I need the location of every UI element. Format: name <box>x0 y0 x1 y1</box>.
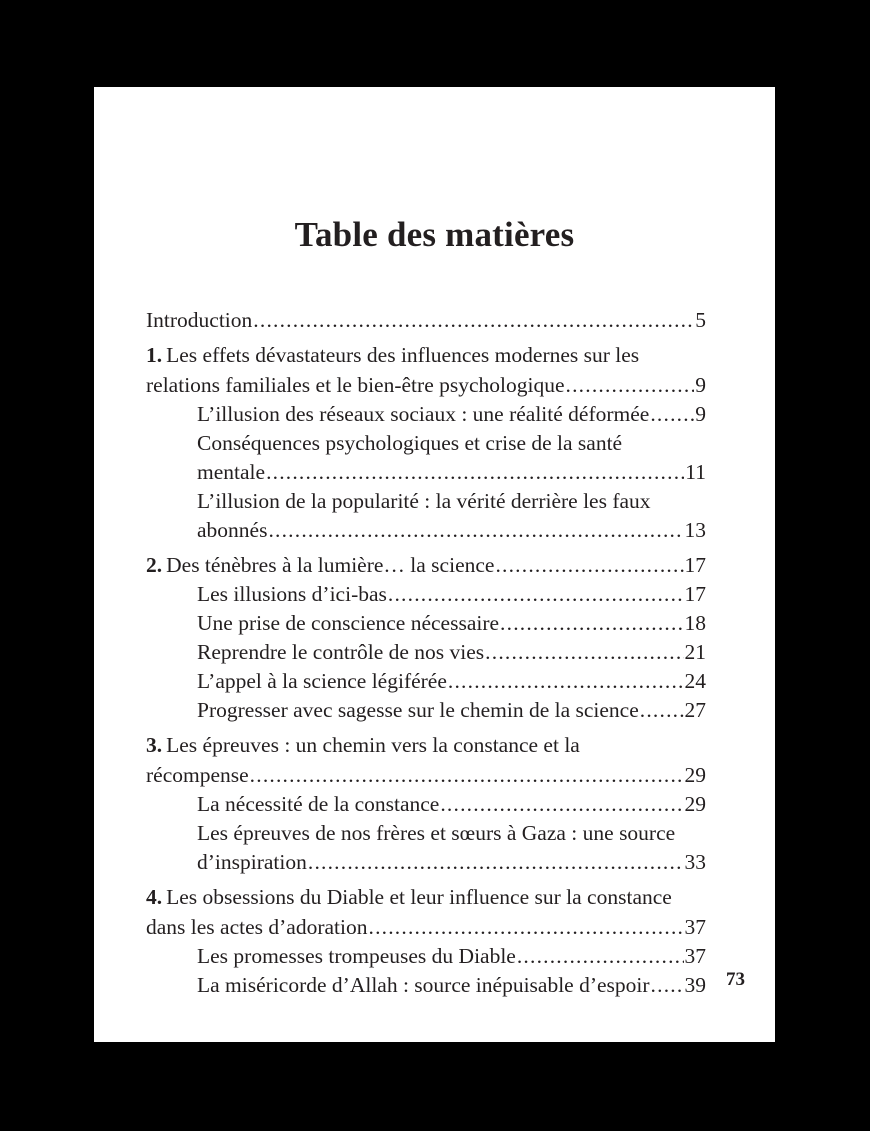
leader-dots <box>640 696 684 725</box>
toc-chapter-3: récompense ..... 29 <box>146 760 706 790</box>
leader-dots <box>250 760 684 790</box>
toc-section: mentale ..... 11 <box>146 458 706 487</box>
leader-dots <box>308 848 684 877</box>
toc-section-title: Les épreuves de nos frères et sœurs à Gaza : une source <box>197 821 676 845</box>
leader-dots <box>448 667 684 696</box>
toc-chapter-2: 2. Des ténèbres à la lumière… la science ..... 17 <box>146 550 706 580</box>
leader-dots <box>388 580 684 609</box>
toc-chapter-1: relations familiales et le bien-être psychologique ..... 9 <box>146 370 706 400</box>
toc-section: Progresser avec sagesse sur le chemin de la science ..... 27 <box>146 696 706 725</box>
toc-section: d’inspiration ..... 33 <box>146 848 706 877</box>
toc-section: La nécessité de la constance ..... 29 <box>146 790 706 819</box>
toc-section: L’illusion des réseaux sociaux : une réalité déformée ..... 9 <box>146 400 706 429</box>
leader-dots <box>369 912 684 942</box>
page-number: 9 <box>695 373 706 397</box>
toc-chapter-1-title: 1. Les effets dévastateurs des influences modernes sur les <box>146 343 640 367</box>
page-number: 29 <box>684 763 706 787</box>
toc-section: abonnés ..... 13 <box>146 516 706 545</box>
leader-dots <box>651 971 684 1000</box>
leader-dots <box>500 609 683 638</box>
toc-section: L’appel à la science légiférée ..... 24 <box>146 667 706 696</box>
toc-chapter-3-title: 3. Les épreuves : un chemin vers la constance et la <box>146 733 580 757</box>
toc-section: Reprendre le contrôle de nos vies ..... 21 <box>146 638 706 667</box>
toc-chapter-4-title: 4. Les obsessions du Diable et leur influence sur la constance <box>146 885 672 909</box>
page-number: 27 <box>684 698 706 722</box>
book-page <box>94 87 775 1042</box>
page-number: 37 <box>684 944 706 968</box>
toc-section: Les illusions d’ici-bas ..... 17 <box>146 580 706 609</box>
toc-section: Les promesses trompeuses du Diable ..... 37 <box>146 942 706 971</box>
toc-section: Une prise de conscience nécessaire ..... 18 <box>146 609 706 638</box>
page-number: 39 <box>684 973 706 997</box>
leader-dots <box>485 638 683 667</box>
toc-section-title: Conséquences psychologiques et crise de la santé <box>197 431 623 455</box>
page-number: 5 <box>695 308 706 332</box>
page-number: 37 <box>684 915 706 939</box>
leader-dots <box>268 516 683 545</box>
page-number: 33 <box>684 850 706 874</box>
page-number: 21 <box>684 640 706 664</box>
toc-entry-introduction: Introduction ..... 5 <box>146 305 706 335</box>
leader-dots <box>517 942 684 971</box>
leader-dots <box>495 550 683 580</box>
page-title: Table des matières <box>294 215 575 254</box>
page-number: 13 <box>684 518 706 542</box>
page-number: 18 <box>684 611 706 635</box>
toc-chapter-4: dans les actes d’adoration ..... 37 <box>146 912 706 942</box>
leader-dots <box>266 458 684 487</box>
leader-dots <box>440 790 683 819</box>
page-number: 11 <box>685 460 706 484</box>
table-of-contents <box>146 305 706 1000</box>
leader-dots <box>566 370 695 400</box>
page-number: 9 <box>695 402 706 426</box>
leader-dots <box>650 400 694 429</box>
page-number: 17 <box>684 553 706 577</box>
page-number: 29 <box>684 792 706 816</box>
page-number: 17 <box>684 582 706 606</box>
toc-section-title: L’illusion de la popularité : la vérité derrière les faux <box>197 489 651 513</box>
page-number: 24 <box>684 669 706 693</box>
page-folio-number: 73 <box>726 969 745 990</box>
leader-dots <box>253 305 694 335</box>
toc-section: La miséricorde d’Allah : source inépuisable d’espoir ..... 39 <box>146 971 706 1000</box>
